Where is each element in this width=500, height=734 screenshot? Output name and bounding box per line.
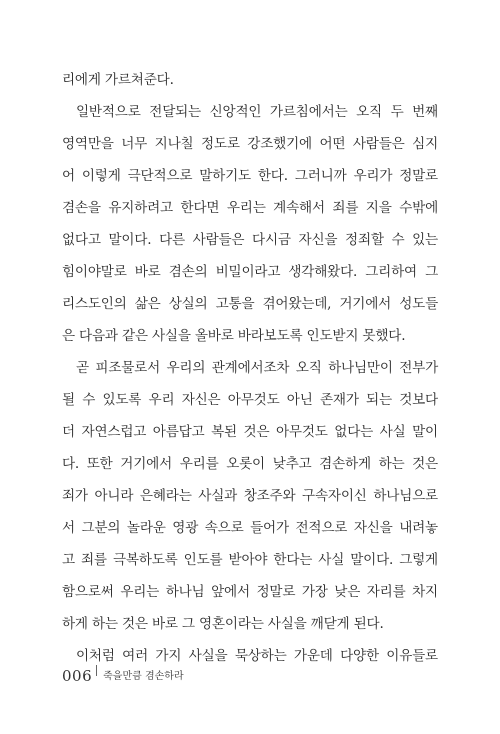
text-line: 없다고 말이다. 다른 사람들은 다시금 자신을 정죄할 수 있는	[62, 232, 438, 248]
running-title: 죽을만큼 겸손하라	[103, 671, 184, 682]
text-line: 고 죄를 극복하도록 인도를 받아야 한다는 사실 말이다. 그렇게	[62, 552, 438, 568]
text-line: 리에게 가르쳐준다.	[62, 72, 174, 88]
text-line: 함으로써 우리는 하나님 앞에서 정말로 가장 낮은 자리를 차지	[62, 584, 438, 600]
paragraph	[62, 64, 438, 96]
text-line: 더 자연스럽고 아름답고 복된 것은 아무것도 없다는 사실 말이	[62, 424, 438, 440]
text-line: 이처럼 여러 가지 사실을 묵상하는 가운데 다양한 이유들로	[76, 648, 438, 664]
text-line: 영역만을 너무 지나칠 정도로 강조했기에 어떤 사람들은 심지	[62, 136, 438, 152]
text-line: 은 다음과 같은 사실을 올바로 바라보도록 인도받지 못했다.	[62, 328, 406, 344]
footer-divider	[96, 665, 97, 676]
text-line: 죄가 아니라 은혜라는 사실과 창조주와 구속자이신 하나님으로	[62, 488, 438, 504]
paragraph	[62, 96, 438, 352]
text-line: 다. 또한 거기에서 우리를 오롯이 낮추고 겸손하게 하는 것은	[62, 456, 438, 472]
text-line: 될 수 있도록 우리 자신은 아무것도 아닌 존재가 되는 것보다	[62, 392, 438, 408]
text-line: 하게 하는 것은 바로 그 영혼이라는 사실을 깨닫게 된다.	[62, 616, 384, 632]
text-line: 힘이야말로 바로 겸손의 비밀이라고 생각해왔다. 그리하여 그	[62, 264, 438, 280]
text-line: 겸손을 유지하려고 한다면 우리는 계속해서 죄를 지을 수밖에	[62, 200, 438, 216]
text-line: 어 이렇게 극단적으로 말하기도 한다. 그러니까 우리가 정말로	[62, 168, 438, 184]
page-footer	[62, 663, 184, 685]
text-line: 일반적으로 전달되는 신앙적인 가르침에서는 오직 두 번째	[76, 104, 438, 120]
paragraph	[62, 352, 438, 640]
text-line: 서 그분의 놀라운 영광 속으로 들어가 전적으로 자신을 내려놓	[62, 520, 438, 536]
text-line: 리스도인의 삶은 상실의 고통을 겪어왔는데, 거기에서 성도들	[62, 296, 438, 312]
body-text	[62, 64, 438, 672]
page-number: 006	[62, 667, 93, 685]
text-line: 곧 피조물로서 우리의 관계에서조차 오직 하나님만이 전부가	[76, 360, 438, 376]
